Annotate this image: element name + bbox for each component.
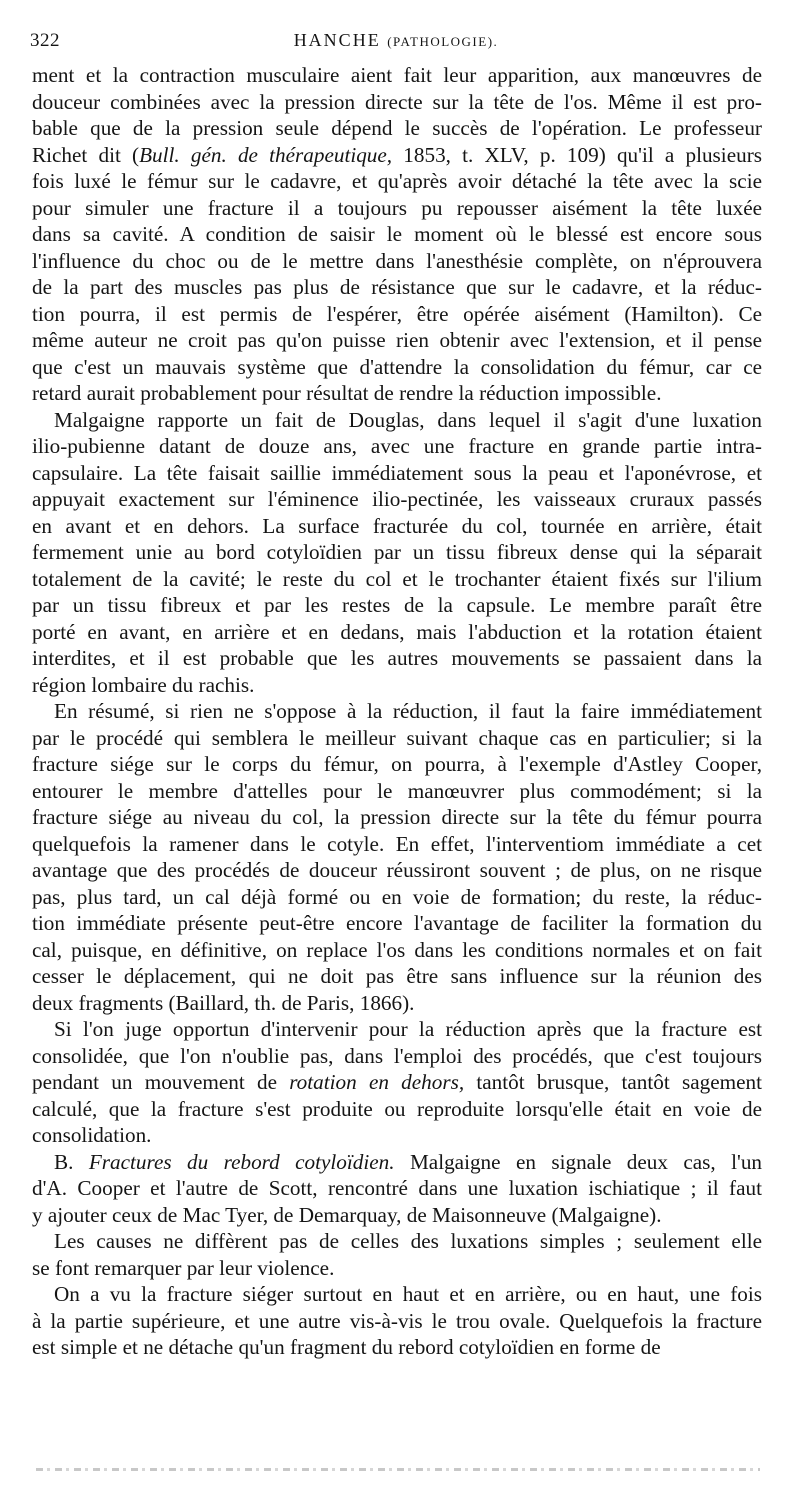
paragraph [32,1281,762,1361]
text-line: fracture siége sur le corps du fémur, on pourra, à l'exemple d'Astley Cooper, [32,752,762,776]
text-line: appuyait exactement sur l'éminence ilio-pectinée, les vaisseaux cruraux passés [32,487,762,511]
running-head-subtitle: (PATHOLOGIE). [387,34,499,49]
italic-run: Fractures du rebord cotyloïdien. [88,1149,395,1174]
paragraph [32,698,762,1016]
text-line: par le procédé qui semblera le meilleur suivant chaque cas en particulier; si la [32,725,762,750]
text-line: quelquefois la ramener dans le cotyle. En effet, l'interventiom immédiate a cet [32,831,762,856]
text-line: Si l'on juge opportun d'intervenir pour la réduction après que la fracture est [54,1017,762,1041]
text-line: d'A. Cooper et l'autre de Scott, rencontré dans une luxation ischiatique ; il faut [32,1176,762,1200]
running-head [30,30,762,51]
text-run: pendant un mouvement de [32,1070,290,1094]
page-number: 322 [30,30,60,51]
text-line: même auteur ne croit pas qu'on puisse rien obtenir avec l'extension, et il pense [32,328,762,352]
text-line [32,1069,762,1096]
text-line: interdites, et il est probable que les autres mouvements se passaient dans la [32,646,762,670]
text-line: consolidée, que l'on n'oublie pas, dans l'emploi des procédés, que c'est toujours [32,1043,762,1068]
text-run: tantôt brusque, tantôt sagement [464,1070,762,1094]
text-line: calculé, que la fracture s'est produite ou reproduite lorsqu'elle était en voie de [32,1096,762,1121]
text-line: deux fragments (Baillard, th. de Paris, 1866). [32,990,415,1015]
text-run: Richet dit ( [32,142,140,167]
body-text [32,62,762,1361]
italic-run: rotation en dehors, [289,1070,465,1094]
text-line: On a vu la fracture siéger surtout en haut et en arrière, ou en haut, une fois [54,1282,762,1306]
text-line: Les causes ne diffèrent pas de celles des luxations simples ; seulement elle [54,1229,762,1253]
footer-rule [36,1468,760,1471]
text-line: retard aurait probablement pour résultat de rendre la réduction impossible. [32,381,662,405]
text-line: y ajouter ceux de Mac Tyer, de Demarquay, de Maisonneuve (Malgaigne). [32,1202,662,1227]
text-line: tion pourra, il est permis de l'espérer, être opérée aisément (Hamilton). Ce [32,301,762,326]
text-line: ment et la contraction musculaire aient fait leur apparition, aux manœuvres de [32,63,762,87]
paragraph [32,1149,762,1229]
text-line: est simple et ne détache qu'un fragment du rebord cotyloïdien en forme de [32,1335,661,1359]
page-header [30,30,762,60]
paragraph [32,1016,762,1149]
text-line: capsulaire. La tête faisait saillie immédiatement sous la peau et l'aponévrose, et [32,460,762,485]
text-line: cal, puisque, en définitive, on replace l'os dans les conditions normales et on fait [32,937,762,962]
text-line: fermement unie au bord cotyloïdien par un tissu fibreux dense qui la séparait [32,540,762,564]
text-line: avantage que des procédés de douceur réussiront souvent ; de plus, on ne risque [32,858,762,882]
running-head-title: HANCHE [293,30,381,50]
text-line: tion immédiate présente peut-être encore l'avantage de faciliter la formation du [32,911,762,935]
text-line: région lombaire du rachis. [32,672,255,697]
text-line [32,1149,762,1176]
text-line: pas, plus tard, un cal déjà formé ou en voie de formation; du reste, la réduc- [32,884,762,909]
text-run: B. [54,1149,89,1174]
text-line: porté en avant, en arrière et en dedans, mais l'abduction et la rotation étaient [32,619,762,644]
text-line: dans sa cavité. A condition de saisir le moment où le blessé est encore sous [32,222,762,246]
text-line: à la partie supérieure, et une autre vis-à-vis le trou ovale. Quelquefois la fracture [32,1308,762,1333]
text-run: Malgaigne en signale deux cas, l'un [394,1149,762,1174]
text-line: en avant et en dehors. La surface fracturée du col, tournée en arrière, était [32,513,762,538]
text-line: totalement de la cavité; le reste du col et le trochanter étaient fixés sur l'ilium [32,566,762,591]
text-line: par un tissu fibreux et par les restes de la capsule. Le membre paraît être [32,593,762,617]
italic-run: Bull. gén. de thérapeutique, [139,142,393,167]
text-line: bable que de la pression seule dépend le succès de l'opération. Le professeur [32,116,762,140]
text-line: douceur combinées avec la pression directe sur la tête de l'os. Même il est pro- [32,89,762,114]
text-line: pour simuler une fracture il a toujours pu repousser aisément la tête luxée [32,195,762,220]
text-line [32,142,762,169]
paragraph [32,1228,762,1281]
text-line: que c'est un mauvais système que d'attendre la consolidation du fémur, car ce [32,354,762,379]
text-line: Malgaigne rapporte un fait de Douglas, dans lequel il s'agit d'une luxation [54,407,762,432]
text-run: 1853, t. XLV, p. 109) qu'il a plusieurs [392,142,762,167]
paragraph [32,407,762,699]
text-line: l'influence du choc ou de le mettre dans l'anesthésie complète, on n'éprouvera [32,248,762,273]
text-line: fois luxé le fémur sur le cadavre, et qu'après avoir détaché la tête avec la scie [32,169,762,193]
text-line: fracture siége au niveau du col, la pression directe sur la tête du fémur pourra [32,805,762,829]
text-line: se font remarquer par leur violence. [32,1255,335,1280]
text-line: de la part des muscles pas plus de résistance que sur le cadavre, et la réduc- [32,275,762,299]
text-line: ilio-pubienne datant de douze ans, avec une fracture en grande partie intra- [32,434,762,458]
paragraph [32,62,762,407]
text-line: consolidation. [32,1123,152,1147]
text-line: En résumé, si rien ne s'oppose à la réduction, il faut la faire immédiatement [54,699,762,723]
text-line: entourer le membre d'attelles pour le manœuvrer plus commodément; si la [32,778,762,803]
text-line: cesser le déplacement, qui ne doit pas être sans influence sur la réunion des [32,964,762,988]
